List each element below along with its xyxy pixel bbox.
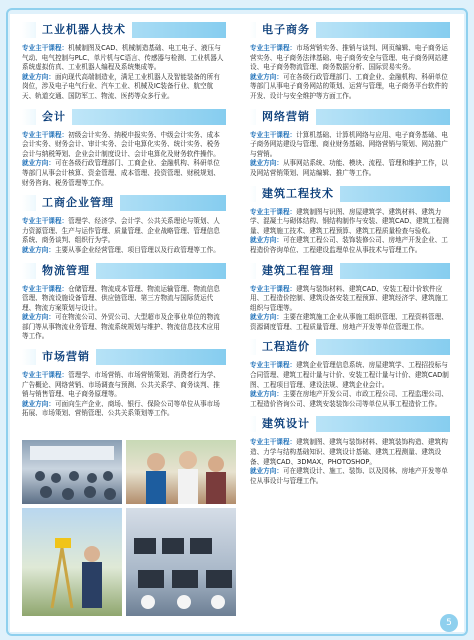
row-text: 建筑制图、建筑与装饰材料、建筑装饰构造、建筑构造、力学与结构基础知识、建筑设计基础、建筑工程测量、建筑设备、建筑CAD、3DMAX、PHOTOSHOP。 — [250, 438, 448, 466]
section-header — [22, 347, 226, 367]
row-text: 建筑制图与识图、房屋建筑学、建筑材料、建筑力学、混凝土与砌体结构、钢结构制作与安装、建筑CAD、建筑工程测量、建筑施工技术、建筑工程预算、建筑工程质量检查与验收。 — [250, 207, 449, 235]
core-courses — [22, 44, 226, 73]
career-direction — [250, 313, 450, 332]
career-direction — [250, 236, 450, 255]
career-direction — [250, 159, 450, 178]
career-direction — [250, 467, 450, 486]
row-label: 就业方向： — [250, 72, 283, 81]
section-body — [22, 44, 226, 102]
career-direction — [250, 390, 450, 409]
row-text: 主要从事企业经营管理、项目管理以及行政管理等工作。 — [54, 245, 220, 254]
program-section — [250, 337, 450, 409]
row-label: 专业主干课程： — [250, 44, 297, 52]
row-text: 可面向生产企业、商场、银行、保险公司等单位从事市场拓展、市场策划、营销管理、公共关系策划等工作。 — [22, 399, 220, 418]
section-body — [250, 44, 450, 102]
photo-field-survey — [22, 508, 122, 616]
career-direction — [22, 73, 226, 102]
row-text: 可在物流公司、外贸公司、大型超市及企事业单位的物流部门等从事物流业务管理、物流系统规划与维护、物流信息技术应用等工作。 — [22, 313, 220, 341]
section-header — [22, 261, 226, 281]
computer-lab-image — [126, 508, 236, 616]
section-header — [250, 337, 450, 357]
program-section — [22, 347, 226, 419]
section-title: 建筑设计 — [256, 416, 316, 432]
row-text: 管理学、经济学、会计学、公共关系理论与策划、人力资源管理、生产与运作管理、质量管理、企业战略管理、管理信息系统、商务谈判、组织行为学。 — [22, 217, 220, 245]
row-label: 就业方向： — [22, 159, 55, 168]
photo-computer-lab — [126, 508, 236, 616]
section-title: 建筑工程技术 — [256, 186, 340, 202]
row-label: 就业方向： — [22, 313, 55, 322]
career-direction — [22, 246, 226, 256]
career-direction — [250, 73, 450, 102]
program-section — [250, 107, 450, 179]
row-label: 专业主干课程： — [22, 130, 69, 139]
photo-collage — [22, 440, 236, 616]
core-courses — [22, 285, 226, 314]
program-section — [250, 414, 450, 486]
section-header — [250, 261, 450, 281]
core-courses — [250, 361, 450, 390]
program-section — [250, 20, 450, 102]
section-body — [250, 131, 450, 179]
section-title: 工商企业管理 — [36, 195, 120, 211]
row-label: 专业主干课程： — [250, 207, 297, 216]
row-text: 可在各级行政管理部门、工商企业、金融机构、科研单位等部门从事电子商务网站的策划、运营与管理，电子商务平台软件的开发、设计与安全维护等方面工作。 — [250, 72, 448, 100]
career-direction — [22, 159, 226, 188]
right-column — [250, 20, 450, 491]
section-title: 电子商务 — [256, 22, 316, 38]
core-courses — [22, 217, 226, 246]
program-section — [22, 193, 226, 255]
row-label: 就业方向： — [250, 467, 283, 476]
row-label: 专业主干课程： — [22, 44, 69, 52]
row-text: 计算机基础、计算机网络与应用、电子商务基础、电子商务网站建设与管理、商业财务基础、网络营销与策划、网站推广与营销。 — [250, 130, 448, 158]
row-label: 专业主干课程： — [250, 438, 297, 447]
career-direction — [22, 313, 226, 342]
section-body — [250, 285, 450, 333]
section-body — [22, 285, 226, 343]
section-title: 会计 — [36, 109, 72, 125]
photo-lecture-hall — [22, 440, 122, 504]
row-label: 专业主干课程： — [22, 284, 69, 293]
section-header — [22, 193, 226, 213]
core-courses — [22, 131, 226, 160]
section-title: 工业机器人技术 — [36, 22, 132, 38]
row-label: 就业方向： — [250, 313, 283, 322]
row-label: 就业方向： — [22, 245, 55, 254]
program-section — [22, 261, 226, 343]
row-label: 就业方向： — [250, 159, 283, 168]
row-text: 从事网站系统、功能、模块、流程、管理和维护工作，以及网站营销策划、网站编辑、推广等工作。 — [250, 159, 448, 177]
row-text: 主要在房地产开发公司、市政工程公司、工程监理公司、工程造价咨询公司、建筑安装装饰公司等单位从事工程造价工作。 — [250, 390, 448, 408]
row-text: 可在各级行政管理部门、工商企业、金融机构、科研单位等部门从事会计核算、资金管理、成本管理、投资管理、财税规划、财务咨询、税务管理等工作。 — [22, 159, 220, 187]
photo-students — [126, 440, 236, 504]
row-label: 专业主干课程： — [22, 371, 69, 380]
row-label: 就业方向： — [22, 72, 55, 81]
left-column — [22, 20, 226, 424]
row-text: 市场营销实务、推销与谈判、网页编辑、电子商务运营实务、电子商务法律基础、电子商务安全与管理、电子商务网站建设、电子商务物流管理、商务数据分析、国际贸易实务。 — [250, 44, 448, 72]
section-title: 建筑工程管理 — [256, 263, 340, 279]
section-body — [250, 208, 450, 256]
row-text: 机械制图及CAD、机械制造基础、电工电子、液压与气动、电气控制与PLC、单片机与C语言、传感器与检测、工业机器人系统虚拟仿真、工业机器人编程及系统集成等。 — [22, 44, 224, 72]
program-section — [250, 261, 450, 333]
core-courses — [250, 44, 450, 73]
students-image — [126, 440, 236, 504]
program-section — [22, 107, 226, 189]
section-header — [250, 414, 450, 434]
row-label: 专业主干课程： — [250, 284, 297, 293]
section-body — [22, 371, 226, 419]
row-label: 就业方向： — [250, 390, 283, 399]
row-text: 主要在建筑施工企业从事施工组织管理、工程资料管理、资源调度管理、工程质量管理、房地产开发等单位管理工作。 — [250, 313, 448, 331]
row-label: 专业主干课程： — [250, 361, 297, 370]
row-text: 可在建筑设计、施工、装饰、以及园林、房地产开发等单位从事设计与管理工作。 — [250, 467, 448, 485]
row-text: 建筑与装饰材料、建筑CAD、安装工程计价软件应用、工程造价控制、建筑设备安装工程预算、建筑经济学、建筑施工组织与管理等。 — [250, 284, 448, 312]
row-text: 仓储管理、物流成本管理、物流运输管理、物流信息管理、物流设施设备管理、供应链管理、第三方物流与国际货运代理、物流方案策划与设计。 — [22, 284, 220, 312]
section-header — [22, 20, 226, 40]
section-title: 工程造价 — [256, 339, 316, 355]
section-title: 物流管理 — [36, 263, 96, 279]
section-header — [250, 184, 450, 204]
section-header — [22, 107, 226, 127]
section-title: 市场营销 — [36, 349, 96, 365]
section-body — [250, 438, 450, 486]
program-section — [250, 184, 450, 256]
program-section — [22, 20, 226, 102]
page-number: 5 — [440, 614, 458, 632]
section-body — [250, 361, 450, 409]
section-body — [22, 131, 226, 189]
row-label: 专业主干课程： — [22, 217, 69, 226]
section-title: 网络营销 — [256, 109, 316, 125]
row-text: 面向现代高端制造业，满足工业机器人及智能装备的所有岗位，涉及电子电气行业、汽车工业、机械及IC装备行业、航空航天、轨道交通、国防军工、物流、医药等众多行业。 — [22, 72, 220, 100]
row-text: 建筑企业管理信息系统、房屋建筑学、工程招投标与合同管理、建筑工程计量与计价、安装工程计量与计价、建筑CAD制图、工程项目管理、建设法规、建筑企业会计。 — [250, 361, 449, 389]
core-courses — [250, 131, 450, 160]
field-survey-image — [22, 508, 122, 616]
core-courses — [22, 371, 226, 400]
row-text: 可在建筑工程公司、装饰装修公司、房地产开发企业、工程造价咨询单位、工程建设监理单位从事技术与管理工作。 — [250, 236, 448, 254]
section-body — [22, 217, 226, 255]
core-courses — [250, 438, 450, 467]
section-header — [250, 107, 450, 127]
row-text: 管理学、市场营销、市场营销策划、消费者行为学、广告概论、网络营销、市场调查与预测、公共关系学、商务谈判、推销与销售管理、电子商务原理等。 — [22, 371, 220, 399]
row-label: 就业方向： — [250, 236, 283, 245]
lecture-hall-image — [22, 440, 122, 504]
career-direction — [22, 400, 226, 419]
row-label: 专业主干课程： — [250, 130, 297, 139]
row-text: 初级会计实务、纳税申报实务、中级会计实务、成本会计实务、财务会计、审计实务、会计电算化实务、统计实务、税务会计与纳税筹划、企业会计制度设计、会计电算化及财务软件操作。 — [22, 130, 220, 158]
row-label: 就业方向： — [22, 399, 55, 408]
section-header — [250, 20, 450, 40]
core-courses — [250, 285, 450, 314]
core-courses — [250, 208, 450, 237]
